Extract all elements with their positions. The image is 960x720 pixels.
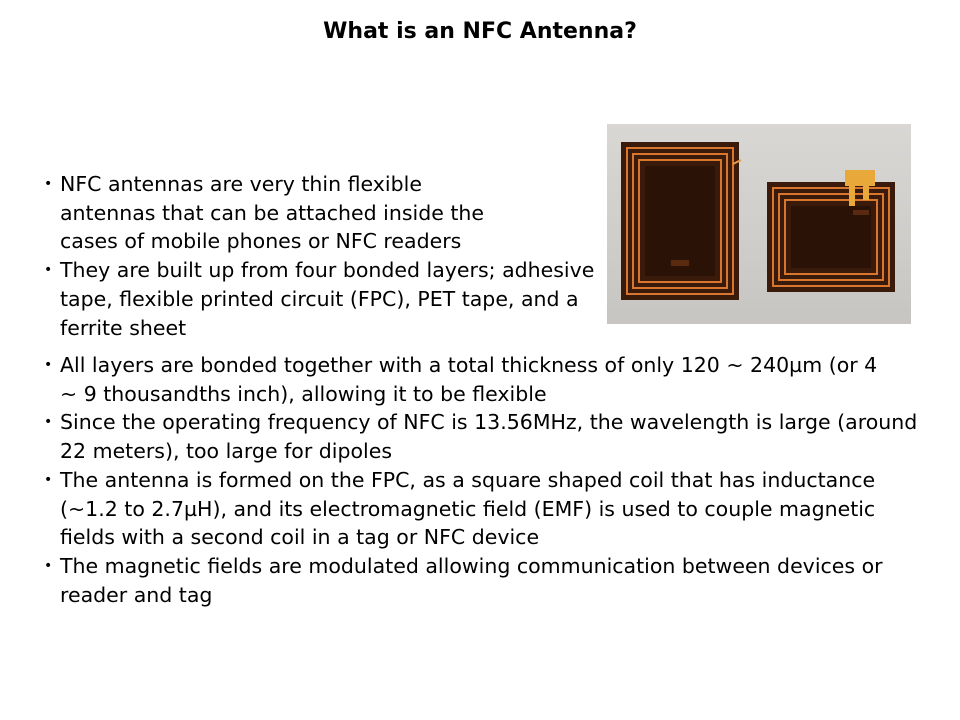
- nfc-antenna-illustration: [607, 124, 911, 324]
- bullet-item: [40, 466, 905, 552]
- bullet-item: [40, 170, 500, 256]
- bullet-dot-icon: •: [44, 176, 53, 192]
- slide-title: What is an NFC Antenna?: [323, 19, 637, 44]
- bullet-text: They are built up from four bonded layers; adhesive tape, flexible printed circuit (FPC), PET tape, and a ferrite sheet: [60, 258, 595, 340]
- bullet-list-lower: [40, 351, 920, 609]
- bullet-dot-icon: •: [44, 557, 53, 574]
- bullet-text: NFC antennas are very thin flexible antennas that can be attached inside the cases of mobile phones or NFC readers: [60, 172, 485, 254]
- bullet-dot-icon: •: [44, 262, 53, 279]
- bullet-dot-icon: •: [44, 414, 53, 431]
- nfc-antenna-photo: [607, 124, 911, 324]
- bullet-dot-icon: •: [44, 471, 53, 488]
- left-antenna-icon: [621, 142, 741, 300]
- bullet-text: Since the operating frequency of NFC is 13.56MHz, the wavelength is large (around 22 meters), too large for dipoles: [60, 410, 918, 464]
- bullet-text: The antenna is formed on the FPC, as a square shaped coil that has inductance (~1.2 to 2.7µH), and its electromagnetic field (EMF) is used to couple magnetic fields with a second coil in a tag or NFC device: [60, 467, 876, 550]
- bullet-item: [40, 552, 920, 609]
- bullet-dot-icon: •: [44, 357, 53, 373]
- bullet-text: All layers are bonded together with a total thickness of only 120 ~ 240µm (or 4 ~ 9 thousandths inch), allowing it to be flexible: [60, 353, 878, 406]
- bullet-item: [40, 351, 895, 408]
- bullet-item: [40, 408, 920, 465]
- bullet-text: The magnetic fields are modulated allowing communication between devices or reader and tag: [60, 553, 883, 607]
- right-antenna-icon: [767, 170, 895, 292]
- bullet-item: [40, 256, 615, 342]
- bullet-list-upper: [40, 170, 600, 342]
